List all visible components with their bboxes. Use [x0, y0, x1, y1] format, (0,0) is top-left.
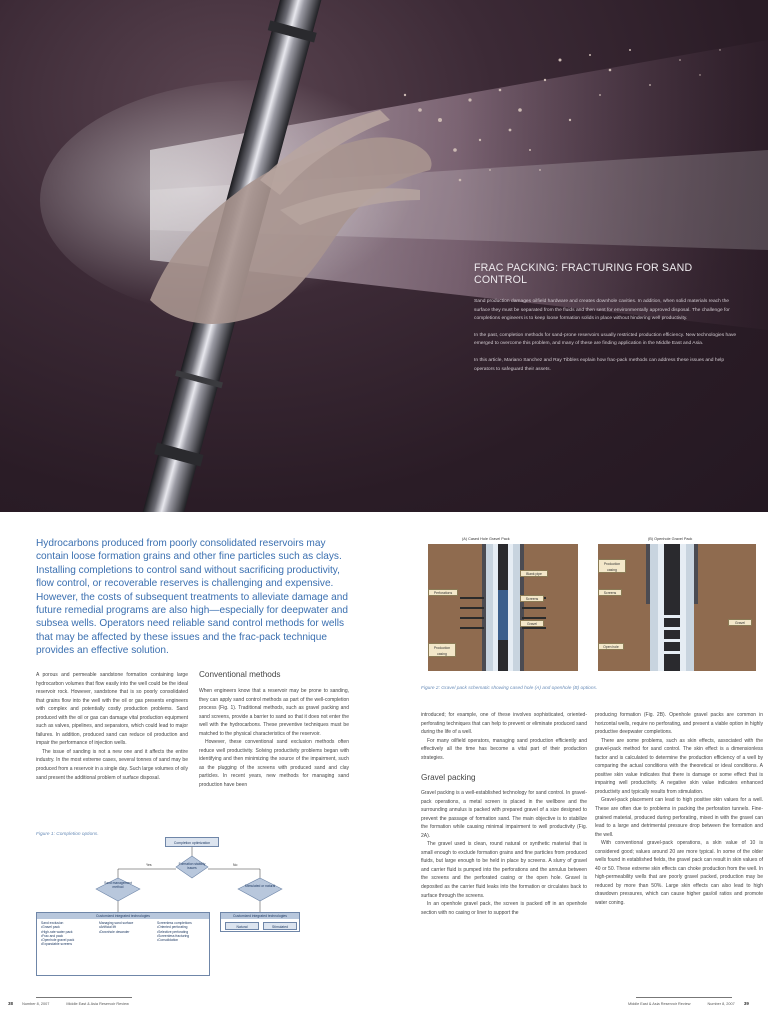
body-paragraph: In an openhole gravel pack, the screen is packed off in an openhole section with no casing or liner to support the: [421, 901, 587, 916]
figure-1-caption: Figure 1: Completion options.: [36, 832, 99, 837]
screenless-list: [157, 921, 192, 942]
yes-label: Yes: [146, 863, 152, 867]
list-item: •Expandable screens: [41, 942, 73, 947]
body-paragraph: There are some problems, such as skin effects, associated with the gravel-pack method for sand control. The skin effect is a dimensionless factor and is calculated to determine the production efficiency of a well by comparing the actual conditions with the theoretical or ideal conditions. A positive skin value indicates that there is damage or some effect that is impairing well productivity. A negative skin value indicates enhanced productivity and typically results from stimulation.: [595, 737, 763, 795]
managing-sand-list: [99, 921, 133, 934]
journal-left: Middle East & Asia Reservoir Review: [66, 1002, 129, 1006]
body-paragraph: For many oilfield operators, managing sand production efficiently and effectively all the time has become a vital part of their production strategies.: [421, 737, 587, 761]
body-paragraph: producing formation (Fig. 2B). Openhole gravel packs are common in horizontal wells, require no perforating, and present a viable option in highly productive deepwater completions.: [595, 712, 763, 736]
body-paragraph: Gravel-pack placement can lead to high positive skin values for a well. These are often due to problems in packing the perforation tunnels. Fine-grained material, produced during perforating, mixed in with the gravel can lead to a large and detrimental pressure drop between the formation and the well.: [595, 797, 763, 838]
page-number-left: 38: [8, 1001, 14, 1006]
footer-rule-right: [636, 997, 732, 998]
list-item: •Frac and pack: [41, 933, 64, 938]
body-paragraph: However, these conventional sand exclusion methods often reduce well productivity. Solving productivity problems began with identifying and then minimizing the source of the impairment, such as the plugging of the screens with produced sand and clay particles. In recent years, new methods for managing sand production have been: [199, 739, 349, 789]
journal-right: Middle East & Asia Reservoir Review: [628, 1002, 691, 1006]
body-column-3: [421, 711, 587, 762]
list-title: Managing sand surface: [99, 921, 134, 925]
group-title: Customized integrated technologies: [221, 913, 299, 919]
body-column-4: [595, 711, 763, 908]
panel-a-title: (A) Cased Hole Gravel Pack: [462, 537, 510, 541]
list-item: •Screenless fracturing: [157, 933, 190, 938]
list-item: •Artificial lift: [99, 925, 116, 930]
group-title: Customized integrated technologies: [37, 913, 209, 919]
label-screens-a: Screens: [520, 595, 544, 602]
article-title: FRAC PACKING: FRACTURING FOR SAND CONTROL: [474, 262, 693, 286]
figure-2-caption: Figure 2: Gravel pack schematic showing cased hole (A) and openhole (B) options.: [421, 686, 598, 691]
issue-right: Number 8, 2007: [707, 1002, 735, 1006]
list-item: •Downhole desander: [99, 929, 130, 934]
figure-1-flowchart: [36, 832, 326, 982]
stimulated-decision: Stimulated or natural: [244, 884, 276, 888]
intro-paragraph: Sand production damages oilfield hardware and creates downhole cavities. In addition, when solid materials reach the surface they must be separated from the fluids and then sent for environmentally approved disposal. The challenge for completions engineers is to keep loose formation solids in place without hindering well productivity.: [474, 299, 730, 322]
list-item: •Oriented perforating: [157, 925, 188, 930]
label-perforations: Perforations: [428, 589, 458, 596]
label-blank-pipe: Blank pipe: [520, 570, 548, 577]
sand-exclusion-list: [41, 921, 74, 947]
body-paragraph: A porous and permeable sandstone formation containing large hydrocarbon volumes that flow easily into the well could be the ideal reservoir rock. However, sandstone that is so poorly consolidated that grains flow into the well with the oil or gas presents engineers with complex and potentially costly production problems. Sand produced with the oil or gas can damage vital production equipment such as valves, pipelines, and separators, which could lead to major failures. In addition, produced sand can reduce oil production and impair the performance of injection wells.: [36, 672, 188, 747]
sand-management-decision: Sand management method: [104, 881, 132, 889]
body-paragraph: With conventional gravel-pack operations, a skin value of 10 is considered good; values around 20 are more typical. In some of the older wells found in established fields, the gravel pack can result in skin values of 40 or 50. These extreme skin effects can choke production from the well. In high-permeability wells that are poorly gravel packed, production may be reduced by more than 50%. Large skin effects can also lead to high drawdown pressures, which can cause higher gas/oil ratios and promote water coning.: [595, 840, 763, 907]
left-technology-group: [36, 912, 210, 976]
gravel-pack-diagrams: [420, 535, 762, 677]
label-production-casing-b: Production casing: [598, 559, 626, 573]
figure-2-schematic: [420, 535, 762, 677]
label-gravel-a: Gravel: [520, 620, 544, 627]
hero-text-block: [474, 262, 742, 382]
label-open-hole: Open hole: [598, 643, 624, 650]
intro-paragraph: In this article, Mariano Sanchez and Ray Tibbles explain how frac-pack methods can address these issues and help operators to safeguard their assets.: [474, 357, 725, 372]
no-label: No: [233, 863, 238, 867]
footer-rule-left: [36, 997, 132, 998]
body-column-2: [199, 687, 349, 790]
list-item: •Consolidation: [157, 938, 179, 943]
list-title: Sand exclusion: [41, 921, 64, 925]
completion-optimization-box: Completion optimization: [165, 837, 219, 847]
label-gravel-b: Gravel: [728, 619, 752, 626]
body-paragraph: Gravel packing is a well-established technology for sand control. In gravel-pack operations, a metal screen is placed in the wellbore and the surrounding annulus is packed with prepared gravel of a size designed to prevent the passage of formation sand. The main objective is to stabilize the formation while causing minimal impairment to well productivity (Fig. 2A).: [421, 790, 587, 839]
body-paragraph: The issue of sanding is not a new one and it affects the entire industry. In the most extreme cases, several tonnes of sand may be produced from a reservoir in a single day. Such large volumes of oily sand present the additional problem of surface disposal.: [36, 748, 188, 781]
panel-b-title: (B) Openhole Gravel Pack: [648, 537, 693, 541]
intro-paragraph: In the past, completion methods for sand-prone reservoirs usually restricted production efficiency. New technologies have emerged to overcome this problem, and many of these are finding application in the Middle East and Asia.: [474, 332, 737, 347]
body-column-3-gravel: [421, 789, 587, 917]
section-heading-conventional: Conventional methods: [199, 670, 281, 679]
list-item: •Openhole gravel pack: [41, 938, 75, 943]
list-title: Screenless completions: [157, 921, 192, 925]
body-paragraph: introduced; for example, one of these involves sophisticated, oriented-perforating techniques that can help to prevent or eliminate produced sand during the life of a well.: [421, 712, 587, 736]
formation-stability-decision: Formation stability issues: [178, 862, 206, 870]
label-production-casing-a: Production casing: [428, 643, 456, 657]
body-column-1: [36, 671, 188, 782]
footer-right: [628, 1001, 749, 1006]
stimulated-box: Stimulated: [263, 922, 297, 930]
footer-left: [8, 1001, 129, 1006]
body-paragraph: The gravel used is clean, round natural or synthetic material that is small enough to exclude formation grains and fine particles from produced fluids, but large enough to be held in place by screens. A slurry of gravel and carrier fluid is pumped into the perforations and the annulus between the screens and the perforated casing or the open hole. Gravel is deposited as the carrier fluid leaks into the formation or circulates back to surface through the screens.: [421, 841, 587, 899]
issue-left: Number 8, 2007: [22, 1002, 50, 1006]
lead-paragraph: Hydrocarbons produced from poorly consolidated reservoirs may contain loose formation grains and other fine particles such as clays. Installing completions to control sand without sacrificing productivity, flow control, or recoverable reserves is challenging and expensive. However, the costs of subsequent treatments to alleviate damage and future remedial programs are also high—especially for deepwater and subsea wells. Operators need reliable sand control methods for wells that may be affected by these issues and the frac-pack technique provides an effective solution.: [36, 538, 348, 657]
natural-box: Natural: [225, 922, 259, 930]
section-heading-gravel: Gravel packing: [421, 773, 476, 782]
label-screens-b: Screens: [598, 589, 622, 596]
list-item: •Gravel pack: [41, 925, 60, 930]
body-paragraph: When engineers know that a reservoir may be prone to sanding, they can apply sand control methods as part of the well-completion process (Fig. 1). Traditional methods, such as gravel packing and sand screens, provide a barrier to sand so that it does not enter the well with the hydrocarbons. These preventive techniques must be matched to the physical characteristics of the reservoir.: [199, 688, 349, 737]
list-item: •High-rate water pack: [41, 929, 73, 934]
page-number-right: 39: [743, 1001, 749, 1006]
right-technology-group: [220, 912, 300, 932]
list-item: •Selective perforating: [157, 929, 189, 934]
